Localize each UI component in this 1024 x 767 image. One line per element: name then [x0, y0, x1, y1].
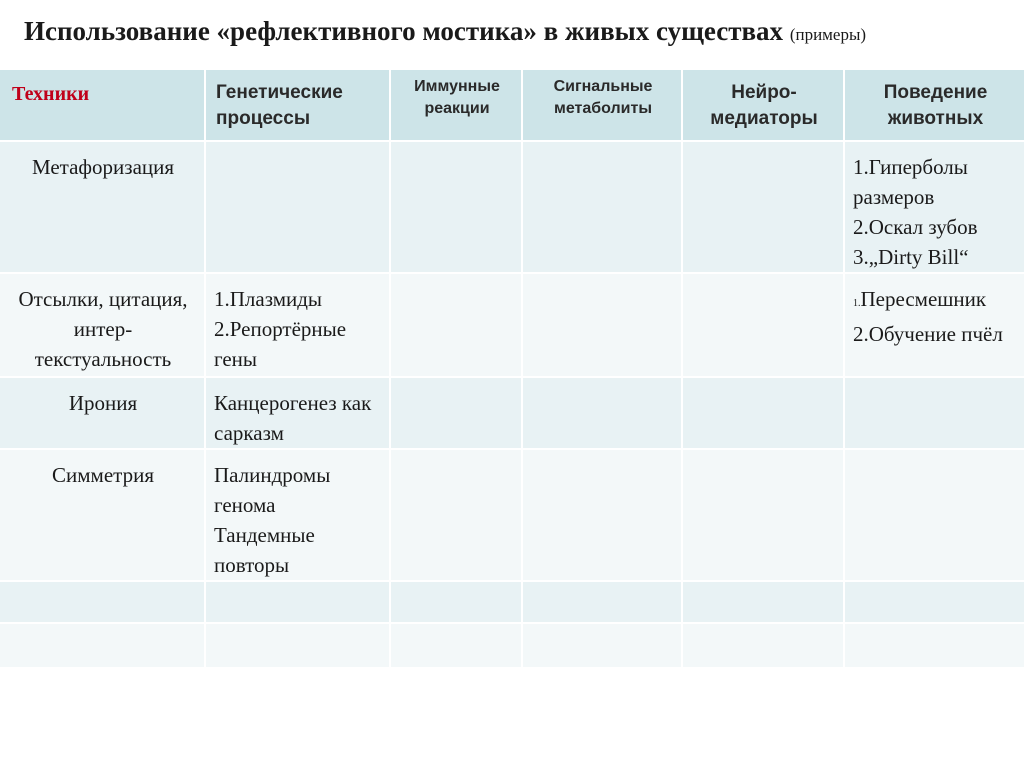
table-row — [0, 377, 1024, 449]
header-cell-behavior — [844, 69, 1024, 141]
empty-cell — [844, 581, 1024, 623]
behavior-cell — [844, 377, 1024, 449]
behavior-item: 2.Обучение пчёл — [853, 322, 1003, 346]
immune-cell — [390, 449, 522, 581]
neuro-cell — [682, 141, 844, 273]
technique-label: Ирония — [68, 391, 138, 415]
behavior-cell — [844, 141, 1024, 273]
header-label: Нейро-медиаторы — [710, 82, 818, 129]
header-label: Генетические процессы — [216, 82, 343, 129]
behavior-item-number: 1. — [853, 298, 861, 309]
genetic-item: 2.Репортёрные гены — [214, 317, 347, 371]
examples-table — [0, 68, 1024, 669]
empty-cell — [205, 581, 390, 623]
header-cell-metabolites — [522, 69, 682, 141]
technique-cell — [0, 141, 205, 273]
examples-table-wrap — [0, 68, 1024, 665]
immune-cell — [390, 141, 522, 273]
neuro-cell — [682, 449, 844, 581]
genetic-item: Канцерогенез как сарказм — [214, 391, 372, 445]
genetic-cell — [205, 449, 390, 581]
table-row-empty — [0, 581, 1024, 623]
empty-cell — [522, 623, 682, 668]
technique-label: Метафоризация — [31, 155, 175, 179]
neuro-cell — [682, 273, 844, 377]
behavior-cell — [844, 449, 1024, 581]
immune-cell — [390, 273, 522, 377]
title-subtitle: (примеры) — [789, 25, 867, 44]
header-cell-immune — [390, 69, 522, 141]
header-label: Поведение животных — [883, 82, 988, 129]
empty-cell — [205, 623, 390, 668]
technique-label: Симметрия — [52, 463, 154, 487]
neuro-cell — [682, 377, 844, 449]
metabolites-cell — [522, 377, 682, 449]
genetic-cell — [205, 273, 390, 377]
header-label: Техники — [12, 83, 90, 105]
genetic-cell — [205, 377, 390, 449]
empty-cell — [844, 623, 1024, 668]
genetic-list — [206, 274, 389, 374]
technique-cell — [0, 449, 205, 581]
empty-cell — [0, 623, 205, 668]
table-row — [0, 273, 1024, 377]
genetic-list — [206, 378, 389, 448]
empty-cell — [682, 581, 844, 623]
metabolites-cell — [522, 449, 682, 581]
table-row — [0, 449, 1024, 581]
genetic-item: Тандемные повторы — [214, 523, 315, 577]
empty-cell — [390, 623, 522, 668]
metabolites-cell — [522, 273, 682, 377]
genetic-item: Палиндромы генома — [214, 463, 331, 517]
behavior-item: 3.„Dirty Bill“ — [853, 245, 969, 269]
behavior-item-text: Пересмешник — [860, 287, 987, 311]
immune-cell — [390, 377, 522, 449]
table-header-row — [0, 69, 1024, 141]
empty-cell — [390, 581, 522, 623]
table-row — [0, 141, 1024, 273]
technique-cell — [0, 377, 205, 449]
genetic-item: 1.Плазмиды — [214, 287, 323, 311]
empty-cell — [682, 623, 844, 668]
table-row-empty — [0, 623, 1024, 668]
behavior-list — [845, 274, 1024, 349]
behavior-list — [845, 142, 1024, 272]
header-cell-techniques — [0, 69, 205, 141]
behavior-item: 2.Оскал зубов — [853, 215, 978, 239]
slide-title — [24, 16, 1014, 47]
genetic-cell — [205, 141, 390, 273]
behavior-item: 1.Гиперболы размеров — [853, 155, 968, 209]
metabolites-cell — [522, 141, 682, 273]
title-main: Использование «рефлективного мостика» в живых существах — [24, 16, 784, 46]
behavior-item — [853, 284, 1018, 319]
empty-cell — [522, 581, 682, 623]
header-label: Сигнальные метаболиты — [553, 78, 653, 117]
header-cell-genetic — [205, 69, 390, 141]
technique-cell — [0, 273, 205, 377]
behavior-cell — [844, 273, 1024, 377]
technique-label: Отсылки, цитация, интер-текстуальность — [18, 287, 188, 371]
genetic-list — [206, 450, 389, 580]
header-label: Иммунные реакции — [414, 78, 500, 117]
empty-cell — [0, 581, 205, 623]
header-cell-neuro — [682, 69, 844, 141]
